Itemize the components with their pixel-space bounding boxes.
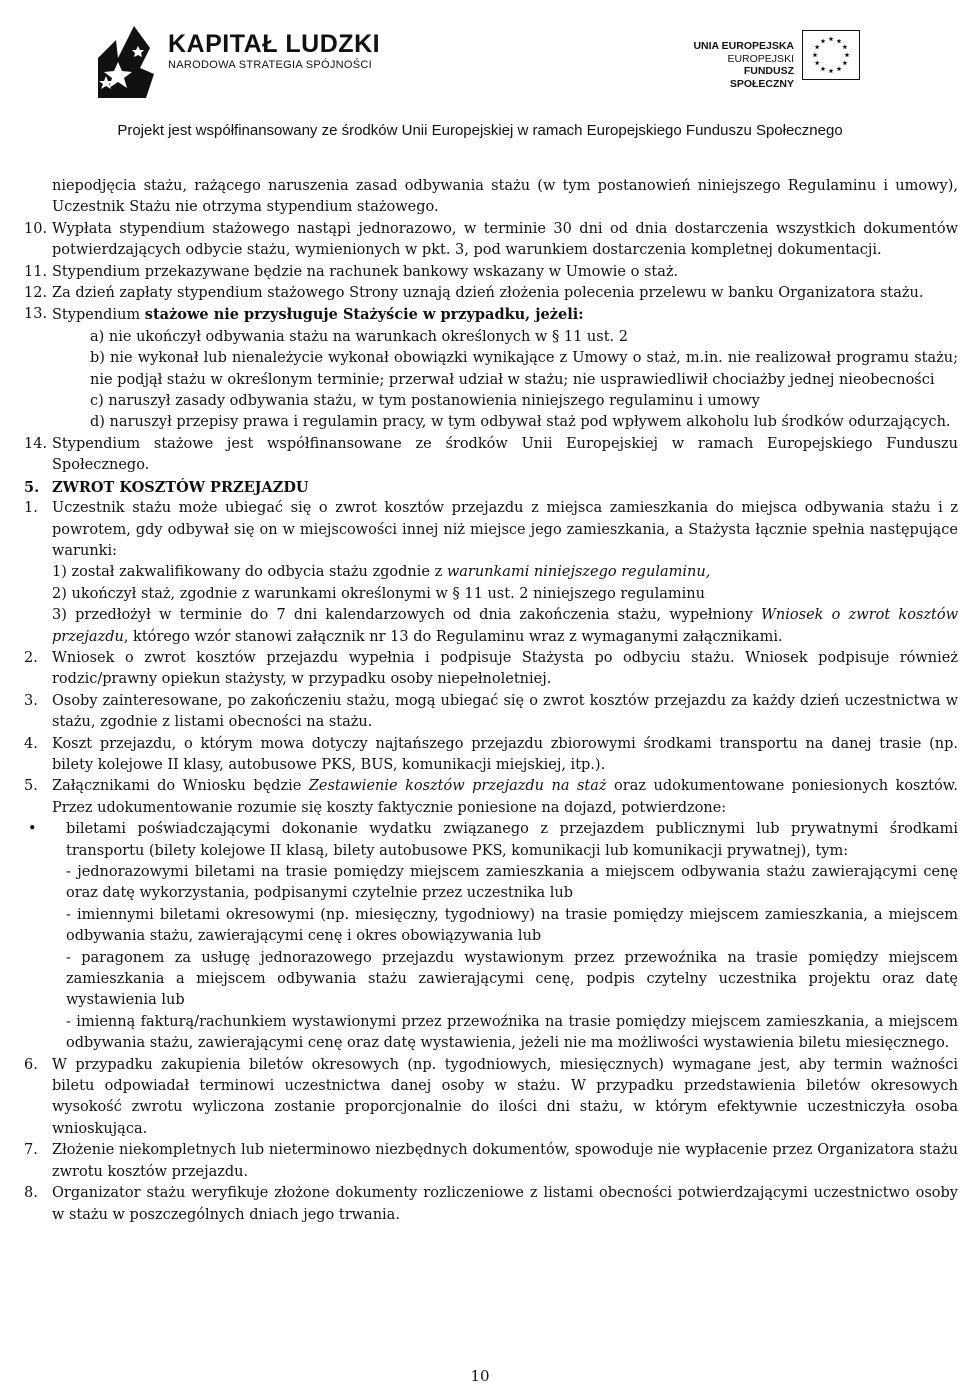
page-header [0, 0, 960, 150]
point-text: Osoby zainteresowane, po zakończeniu stażu, mogą ubiegać się o zwrot kosztów przejazdu za każdy dzień uczestnictwa w stażu, zgodnie z listami obecności na stażu. [52, 692, 958, 731]
refund-point-6 [24, 1055, 958, 1141]
point-9-text: niepodjęcia stażu, rażącego naruszenia zasad odbywania stażu (w tym postanowień niniejszego Regulaminu i umowy), Uczestnik Stażu nie otrzyma stypendium stażowego. [52, 178, 958, 216]
point-text: Załącznikami do Wniosku będzie [52, 778, 309, 795]
condition-text: 1) został zakwalifikowany do odbycia stażu zgodnie z [52, 564, 447, 581]
point-text: Złożenie niekompletnych lub nieterminowo niezbędnych dokumentów, spowoduje nie wypłacenie przez Organizatora stażu zwrotu kosztów przejazdu. [52, 1142, 958, 1180]
logo-title: KAPITAŁ LUDZKI [168, 30, 381, 58]
point-text-italic: Zestawienie kosztów przejazdu na staż [308, 778, 607, 795]
section-title: ZWROT KOSZTÓW PRZEJAZDU [52, 478, 309, 496]
point-number: 4. [24, 735, 38, 752]
refund-point-1-condition-3 [24, 605, 958, 648]
point-text: Za dzień zapłaty stypendium stażowego Strony uznają dzień złożenia polecenia przelewu w banku Organizatora stażu. [52, 285, 924, 302]
condition-text-italic: Wniosek o zwrot kosztów przejazdu [52, 607, 958, 645]
point-13-c: c) naruszył zasady odbywania stażu, w tym postanowienia niniejszego regulaminu i umowy [90, 393, 760, 410]
point-13 [24, 304, 958, 326]
point-number: 7. [24, 1142, 38, 1159]
point-14 [24, 434, 958, 477]
eu-label-line1: UNIA EUROPEJSKA [693, 40, 794, 52]
point-number: 6. [24, 1056, 38, 1073]
point-number: 10. [24, 220, 48, 237]
refund-point-7 [24, 1140, 958, 1183]
point-9-continuation [24, 176, 958, 219]
point-text: Uczestnik stażu może ubiegać się o zwrot kosztów przejazdu z miejsca zamieszkania do miejsca odbywania stażu i z powrotem, gdy odbywał się on w miejscowości innej niż miejsce jego zamieszkania, a Stażysta łącznie spełnia następujące warunki: [52, 500, 958, 559]
point-12 [24, 283, 958, 304]
page-number: 10 [470, 1367, 490, 1385]
refund-point-1 [24, 498, 958, 562]
refund-point-8 [24, 1183, 958, 1226]
point-number: 12. [24, 285, 48, 302]
point-number: 8. [24, 1185, 38, 1202]
refund-point-1-condition-2: 2) ukończył staż, zgodnie z warunkami określonymi w § 11 ust. 2 niniejszego regulaminu [52, 585, 705, 602]
project-cofinancing-line: Projekt jest współfinansowany ze środków Unii Europejskiej w ramach Europejskiego Funduszu Społecznego [117, 122, 843, 139]
point-10 [24, 219, 958, 262]
point-text-bold: stażowe nie przysługuje Stażyście w przypadku, jeżeli: [144, 306, 584, 324]
point-text: Stypendium [52, 307, 145, 324]
eu-label-line3: FUNDUSZ SPOŁECZNY [729, 65, 794, 90]
point-text: Stypendium stażowe jest współfinansowane ze środków Unii Europejskiej w ramach Europejskiego Funduszu Społecznego. [52, 435, 958, 474]
section-5-heading [24, 477, 958, 498]
condition-text-italic: warunkami niniejszego regulaminu, [446, 564, 711, 581]
point-text: Wniosek o zwrot kosztów przejazdu wypełnia i podpisuje Stażysta po odbyciu stażu. Wniosek podpisuje również rodzic/prawny opiekun stażysty, w przypadku osoby niepełnoletniej. [52, 649, 958, 688]
point-number: 14. [24, 435, 48, 452]
refund-point-5 [24, 776, 958, 819]
point-11 [24, 262, 958, 283]
eu-flag-logo [802, 30, 860, 80]
point-number: 5. [24, 778, 38, 795]
point-13-d: d) naruszył przepisy prawa i regulamin pracy, w tym odbywał staż pod wpływem alkoholu lub środków odurzających. [90, 414, 951, 431]
point-text: Koszt przejazdu, o którym mowa dotyczy najtańszego przejazdu zbiorowymi środkami transportu na danej trasie (np. bilety kolejowe II klasy, autobusowe PKS, BUS, komunikacji miejskiej, itp.). [52, 735, 958, 773]
document-body [24, 176, 958, 1226]
point-number: 3. [24, 692, 38, 709]
bullet-icon: • [28, 821, 37, 838]
point-13-b: b) nie wykonał lub nienależycie wykonał obowiązki wynikające z Umowy o staż, m.in. nie realizował programu stażu; nie podjął stażu w określonym terminie; przerwał udział w stażu; nie usprawiedliwił chociażby jednej nieobecności [90, 350, 958, 388]
point-text: Organizator stażu weryfikuje złożone dokumenty rozliczeniowe z listami obecności potwierdzającymi uczestnictwo osoby w stażu w poszczególnych dniach jego trwania. [52, 1185, 958, 1223]
point-number: 1. [24, 500, 38, 517]
bullet-item-tickets [24, 819, 958, 862]
condition-text: 3) przedłożył w terminie do 7 dni kalendarzowych od dnia zakończenia stażu, wypełniony [52, 607, 762, 624]
bullet-sub-1: - jednorazowymi biletami na trasie pomiędzy miejscem zamieszkania a miejscem odbywania stażu zawierającymi cenę oraz datę wykorzystania, podpisanymi czytelnie przez uczestnika lub [66, 864, 958, 902]
bullet-sub-3: - paragonem za usługę jednorazowego przejazdu wystawionym przez przewoźnika na trasie pomiędzy miejscem zamieszkania a miejscem odbywania stażu zawierającymi cenę, podpis czytelny uczestnika projektu oraz datę wystawienia lub [66, 949, 958, 1009]
bullet-sub-4: - imienną fakturą/rachunkiem wystawionymi przez przewoźnika na trasie pomiędzy miejscem zamieszkania, a miejscem odbywania stażu, zawierającymi cenę oraz datę wystawienia, jeżeli nie ma możliwości wystawienia biletu miesięcznego. [66, 1013, 958, 1052]
bullet-sub-2: - imiennymi biletami okresowymi (np. miesięczny, tygodniowy) na trasie pomiędzy miejscem zamieszkania, a miejscem odbywania stażu, zawierającymi cenę i okres obowiązywania lub [66, 906, 958, 945]
refund-point-1-condition-1 [24, 562, 958, 583]
refund-point-2 [24, 648, 958, 691]
point-text: Stypendium przekazywane będzie na rachunek bankowy wskazany w Umowie o staż. [52, 263, 679, 280]
refund-point-4 [24, 734, 958, 777]
bullet-text: biletami poświadczającymi dokonanie wydatku związanego z przejazdem publicznymi lub prywatnymi środkami transportu (bilety kolejowe II klasą, bilety autobusowe PKS, komunikacji lub komunikacji prywatnej), tym: [66, 821, 958, 859]
section-number: 5. [24, 478, 40, 496]
point-number: 2. [24, 649, 38, 666]
point-number: 13. [24, 306, 48, 323]
point-text-end: oraz udokumentowane poniesionych kosztów. Przez udokumentowanie rozumie się koszty faktycznie poniesione na dojazd, potwierdzone: [52, 778, 958, 816]
eu-label [690, 40, 794, 90]
point-13-a: a) nie ukończył odbywania stażu na warunkach określonych w § 11 ust. 2 [90, 328, 628, 345]
point-text: W przypadku zakupienia biletów okresowych (np. tygodniowych, miesięcznych) wymagane jest, aby termin ważności biletu odpowiadał terminowi uczestnictwa danej osoby w stażu. W przypadku przedstawienia biletów okresowych wysokość zwrotu wyliczona zostanie proporcjonalnie do ilości dni stażu, w którym efektywnie uczestniczyła osoba wnioskująca. [52, 1056, 958, 1137]
refund-point-3 [24, 691, 958, 734]
logo-subtitle: NARODOWA STRATEGIA SPÓJNOŚCI [168, 59, 372, 71]
kapital-ludzki-text [168, 30, 380, 72]
eu-label-line2: EUROPEJSKI [727, 52, 794, 65]
kapital-ludzki-logo [88, 18, 162, 104]
point-text: Wypłata stypendium stażowego nastąpi jednorazowo, w terminie 30 dni od dnia dostarczenia wszystkich dokumentów potwierdzających odbycie stażu, wymienionych w pkt. 3, pod warunkiem dostarczenia kompletnej dokumentacji. [52, 220, 958, 259]
point-number: 11. [24, 263, 48, 280]
condition-text-end: , którego wzór stanowi załącznik nr 13 do Regulaminu wraz z wymaganymi załącznikami. [123, 628, 783, 645]
